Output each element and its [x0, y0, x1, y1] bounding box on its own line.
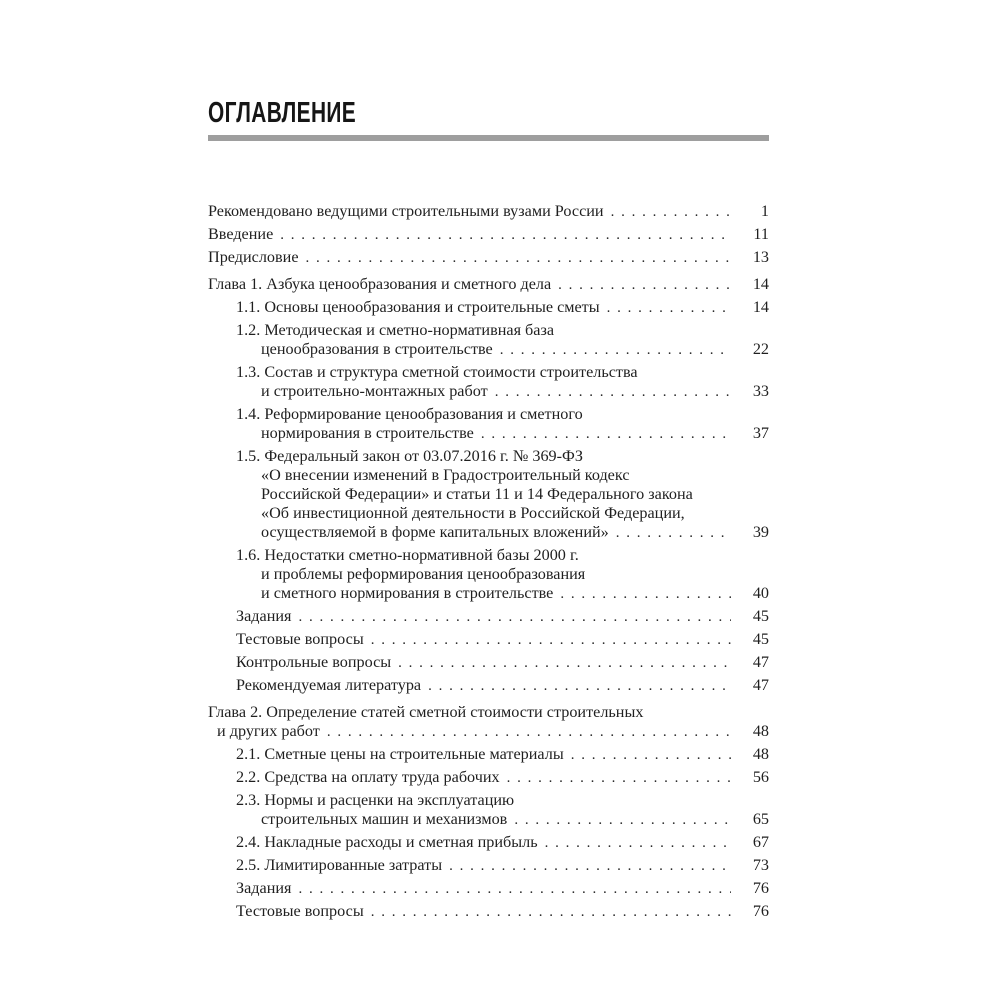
page-number: 67 — [752, 833, 769, 851]
toc-list — [208, 202, 769, 921]
page-number: 48 — [752, 745, 769, 763]
toc-item-text: 1.2. Методическая и сметно-нормативная база — [236, 321, 555, 339]
dot-leader — [607, 298, 731, 317]
dot-leader — [500, 340, 731, 359]
dot-leader — [571, 745, 731, 764]
dot-leader — [616, 523, 731, 542]
page-number: 73 — [752, 856, 769, 874]
toc-row — [208, 225, 769, 244]
toc-item-text: Контрольные вопросы — [236, 653, 392, 671]
page-number: 22 — [752, 340, 769, 358]
toc-row — [208, 202, 769, 221]
dot-leader — [299, 607, 732, 626]
dot-leader — [299, 879, 732, 898]
toc-row — [208, 856, 769, 875]
toc-item-text: 1.6. Недостатки сметно-нормативной базы 2000 г. — [236, 546, 579, 564]
page-number: 1 — [760, 202, 769, 220]
toc-item-text: 2.4. Накладные расходы и сметная прибыль — [236, 833, 538, 851]
toc-item-text: и сметного нормирования в строительстве — [261, 584, 554, 602]
page-number: 37 — [752, 424, 769, 442]
dot-leader — [507, 768, 731, 787]
page-number: 45 — [752, 630, 769, 648]
toc-item-text: 1.1. Основы ценообразования и строительные сметы — [236, 298, 600, 316]
toc-item-text: «Об инвестиционной деятельности в Российской Федерации, — [261, 504, 685, 522]
toc-item-text: нормирования в строительстве — [261, 424, 474, 442]
dot-leader — [495, 382, 731, 401]
dot-leader — [560, 584, 731, 603]
toc-row — [208, 340, 769, 359]
page-number: 76 — [752, 879, 769, 897]
toc-row — [208, 523, 769, 542]
page-number: 11 — [753, 225, 769, 243]
page-number: 47 — [752, 653, 769, 671]
toc-row — [208, 722, 769, 741]
toc-item-text: 2.3. Нормы и расценки на эксплуатацию — [236, 791, 515, 809]
page-number: 45 — [752, 607, 769, 625]
toc-item-text: Задания — [236, 879, 292, 897]
page-title — [208, 98, 769, 128]
toc-item-text: «О внесении изменений в Градостроительный кодекс — [261, 466, 630, 484]
toc-item-text: 2.5. Лимитированные затраты — [236, 856, 443, 874]
toc-row — [208, 565, 769, 583]
page-title-text: ОГЛАВЛЕНИЕ — [208, 97, 357, 129]
toc-item-text: Глава 2. Определение статей сметной стоимости строительных — [208, 703, 644, 721]
toc-row — [208, 791, 769, 809]
toc-row — [208, 703, 769, 721]
toc-row — [208, 485, 769, 503]
dot-leader — [327, 722, 731, 741]
page-number: 13 — [752, 248, 769, 266]
title-rule — [208, 135, 769, 141]
toc-row — [208, 607, 769, 626]
toc-item-text: Тестовые вопросы — [236, 902, 364, 920]
toc-row — [208, 630, 769, 649]
toc-item-text: Предисловие — [208, 248, 299, 266]
toc-item-text: ценообразования в строительстве — [261, 340, 493, 358]
toc-row — [208, 363, 769, 381]
toc-item-text: Российской Федерации» и статьи 11 и 14 Федерального закона — [261, 485, 693, 503]
dot-leader — [545, 833, 731, 852]
toc-item-text: Введение — [208, 225, 274, 243]
toc-page — [208, 98, 769, 925]
page-number: 39 — [752, 523, 769, 541]
toc-row — [208, 676, 769, 695]
toc-row — [208, 745, 769, 764]
toc-item-text: Рекомендуемая литература — [236, 676, 422, 694]
toc-item-text: и других работ — [217, 722, 320, 740]
page-number: 14 — [752, 275, 769, 293]
dot-leader — [371, 630, 731, 649]
toc-row — [208, 275, 769, 294]
toc-row — [208, 504, 769, 522]
toc-item-text: 1.5. Федеральный закон от 03.07.2016 г. № 369-ФЗ — [236, 447, 583, 465]
toc-row — [208, 447, 769, 465]
page-number: 47 — [752, 676, 769, 694]
dot-leader — [280, 225, 731, 244]
toc-item-text: Глава 1. Азбука ценообразования и сметного дела — [208, 275, 552, 293]
toc-row — [208, 833, 769, 852]
toc-row — [208, 248, 769, 267]
toc-row — [208, 424, 769, 443]
page-number: 14 — [752, 298, 769, 316]
dot-leader — [481, 424, 731, 443]
toc-item-text: и строительно-монтажных работ — [261, 382, 488, 400]
toc-item-text: Рекомендовано ведущими строительными вузами России — [208, 202, 604, 220]
toc-row — [208, 546, 769, 564]
page-number: 48 — [752, 722, 769, 740]
toc-item-text: Тестовые вопросы — [236, 630, 364, 648]
toc-row — [208, 810, 769, 829]
toc-row — [208, 902, 769, 921]
dot-leader — [449, 856, 731, 875]
toc-item-text: строительных машин и механизмов — [261, 810, 508, 828]
toc-row — [208, 653, 769, 672]
page-number: 56 — [752, 768, 769, 786]
dot-leader — [398, 653, 731, 672]
dot-leader — [428, 676, 731, 695]
page-number: 65 — [752, 810, 769, 828]
toc-row — [208, 405, 769, 423]
page-number: 76 — [752, 902, 769, 920]
toc-item-text: 2.2. Средства на оплату труда рабочих — [236, 768, 500, 786]
dot-leader — [371, 902, 731, 921]
toc-row — [208, 584, 769, 603]
toc-row — [208, 768, 769, 787]
toc-row — [208, 298, 769, 317]
dot-leader — [558, 275, 731, 294]
toc-row — [208, 879, 769, 898]
toc-row — [208, 382, 769, 401]
dot-leader — [306, 248, 731, 267]
toc-row — [208, 466, 769, 484]
page-number: 33 — [752, 382, 769, 400]
toc-item-text: 2.1. Сметные цены на строительные материалы — [236, 745, 564, 763]
toc-item-text: 1.3. Состав и структура сметной стоимости строительства — [236, 363, 638, 381]
page-number: 40 — [752, 584, 769, 602]
dot-leader — [611, 202, 731, 221]
dot-leader — [514, 810, 731, 829]
toc-item-text: 1.4. Реформирование ценообразования и сметного — [236, 405, 583, 423]
toc-row — [208, 321, 769, 339]
toc-item-text: и проблемы реформирования ценообразования — [261, 565, 586, 583]
toc-item-text: Задания — [236, 607, 292, 625]
toc-item-text: осуществляемой в форме капитальных вложений» — [261, 523, 609, 541]
